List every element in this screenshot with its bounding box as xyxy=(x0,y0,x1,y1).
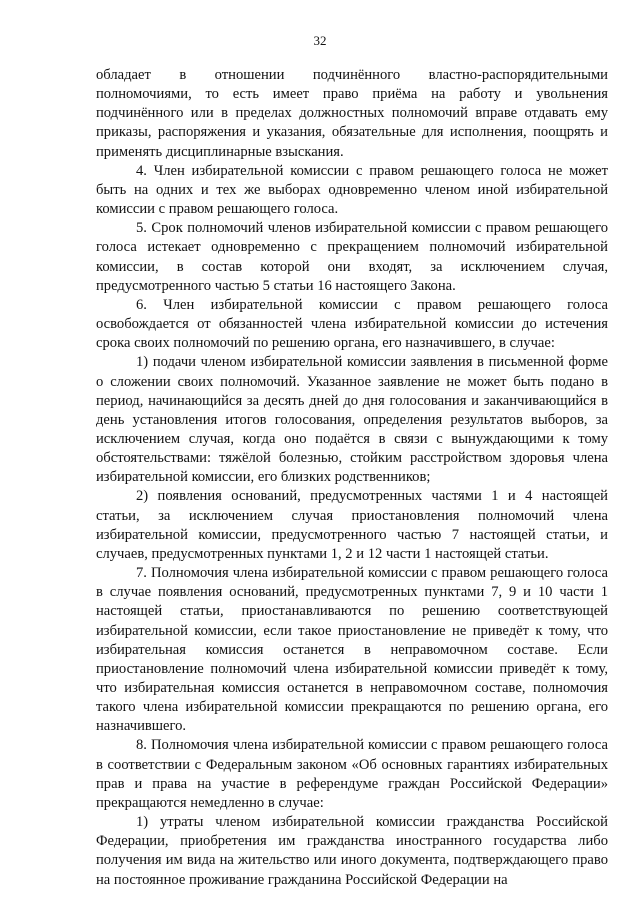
paragraph-clause-7: 7. Полномочия члена избирательной комиссии с правом решающего голоса в случае появления оснований, предусмотренных пунктами 7, 9 и 10 части 1 настоящей статьи, приостанавливаются по решению соответствующей избирательной комиссии, если такое приостановление не приведёт к тому, что избирательная комиссия останется в неправомочном составе. Если приостановление полномочий члена избирательной комиссии приведёт к тому, что избирательная комиссия останется в неправомочном составе, полномочия такого члена избирательной комиссии прекращаются по решению органа, его назначившего. xyxy=(96,565,608,735)
paragraph-continuation: обладает в отношении подчинённого властно-распорядительными полномочиями, то есть имеет право приёма на работу и увольнения подчинённого или в пределах должностных полномочий вправе отдавать ему приказы, распоряжения и указания, обязательные для исполнения, поощрять и применять дисциплинарные взыскания. xyxy=(96,67,608,160)
paragraph-clause-8: 8. Полномочия члена избирательной комиссии с правом решающего голоса в соответствии с Федеральным законом «Об основных гарантиях избирательных прав и права на участие в референдуме граждан Российской Федерации» прекращаются немедленно в случае: xyxy=(96,737,608,811)
paragraph-clause-5: 5. Срок полномочий членов избирательной комиссии с правом решающего голоса истекает одновременно с прекращением полномочий избирательной комиссии, в состав которой они входят, за исключением случая, предусмотренного частью 5 статьи 16 настоящего Закона. xyxy=(96,220,608,294)
paragraph-clause-6: 6. Член избирательной комиссии с правом решающего голоса освобождается от обязанностей члена избирательной комиссии до истечения срока своих полномочий по решению органа, его назначившего, в случае: xyxy=(96,296,608,352)
paragraph-clause-6-item-1: 1) подачи членом избирательной комиссии заявления в письменной форме о сложении своих полномочий. Указанное заявление не может быть подано в период, начинающийся за десять дней до дня голосования и заканчивающийся в день установления итогов голосования, определения результатов выборов, за исключением случая, когда оно подаётся в связи с вынуждающими к тому обстоятельствами: тяжёлой болезнью, стойким расстройством здоровья члена избирательной комиссии, его близких родственников; xyxy=(96,354,608,486)
document-body xyxy=(96,66,608,890)
paragraph-clause-6-item-2: 2) появления оснований, предусмотренных частями 1 и 4 настоящей статьи, за исключением случая приостановления полномочий члена избирательной комиссии, предусмотренного частью 7 настоящей статьи, и случаев, предусмотренных пунктами 1, 2 и 12 части 1 настоящей статьи. xyxy=(96,488,608,562)
paragraph-clause-4: 4. Член избирательной комиссии с правом решающего голоса не может быть на одних и тех же выборах одновременно членом иной избирательной комиссии с правом решающего голоса. xyxy=(96,162,608,218)
page-number: 32 xyxy=(313,33,327,48)
paragraph-clause-8-item-1: 1) утраты членом избирательной комиссии гражданства Российской Федерации, приобретения им гражданства иностранного государства либо получения им вида на жительство или иного документа, подтверждающего право на постоянное проживание гражданина Российской Федерации на xyxy=(96,814,608,888)
